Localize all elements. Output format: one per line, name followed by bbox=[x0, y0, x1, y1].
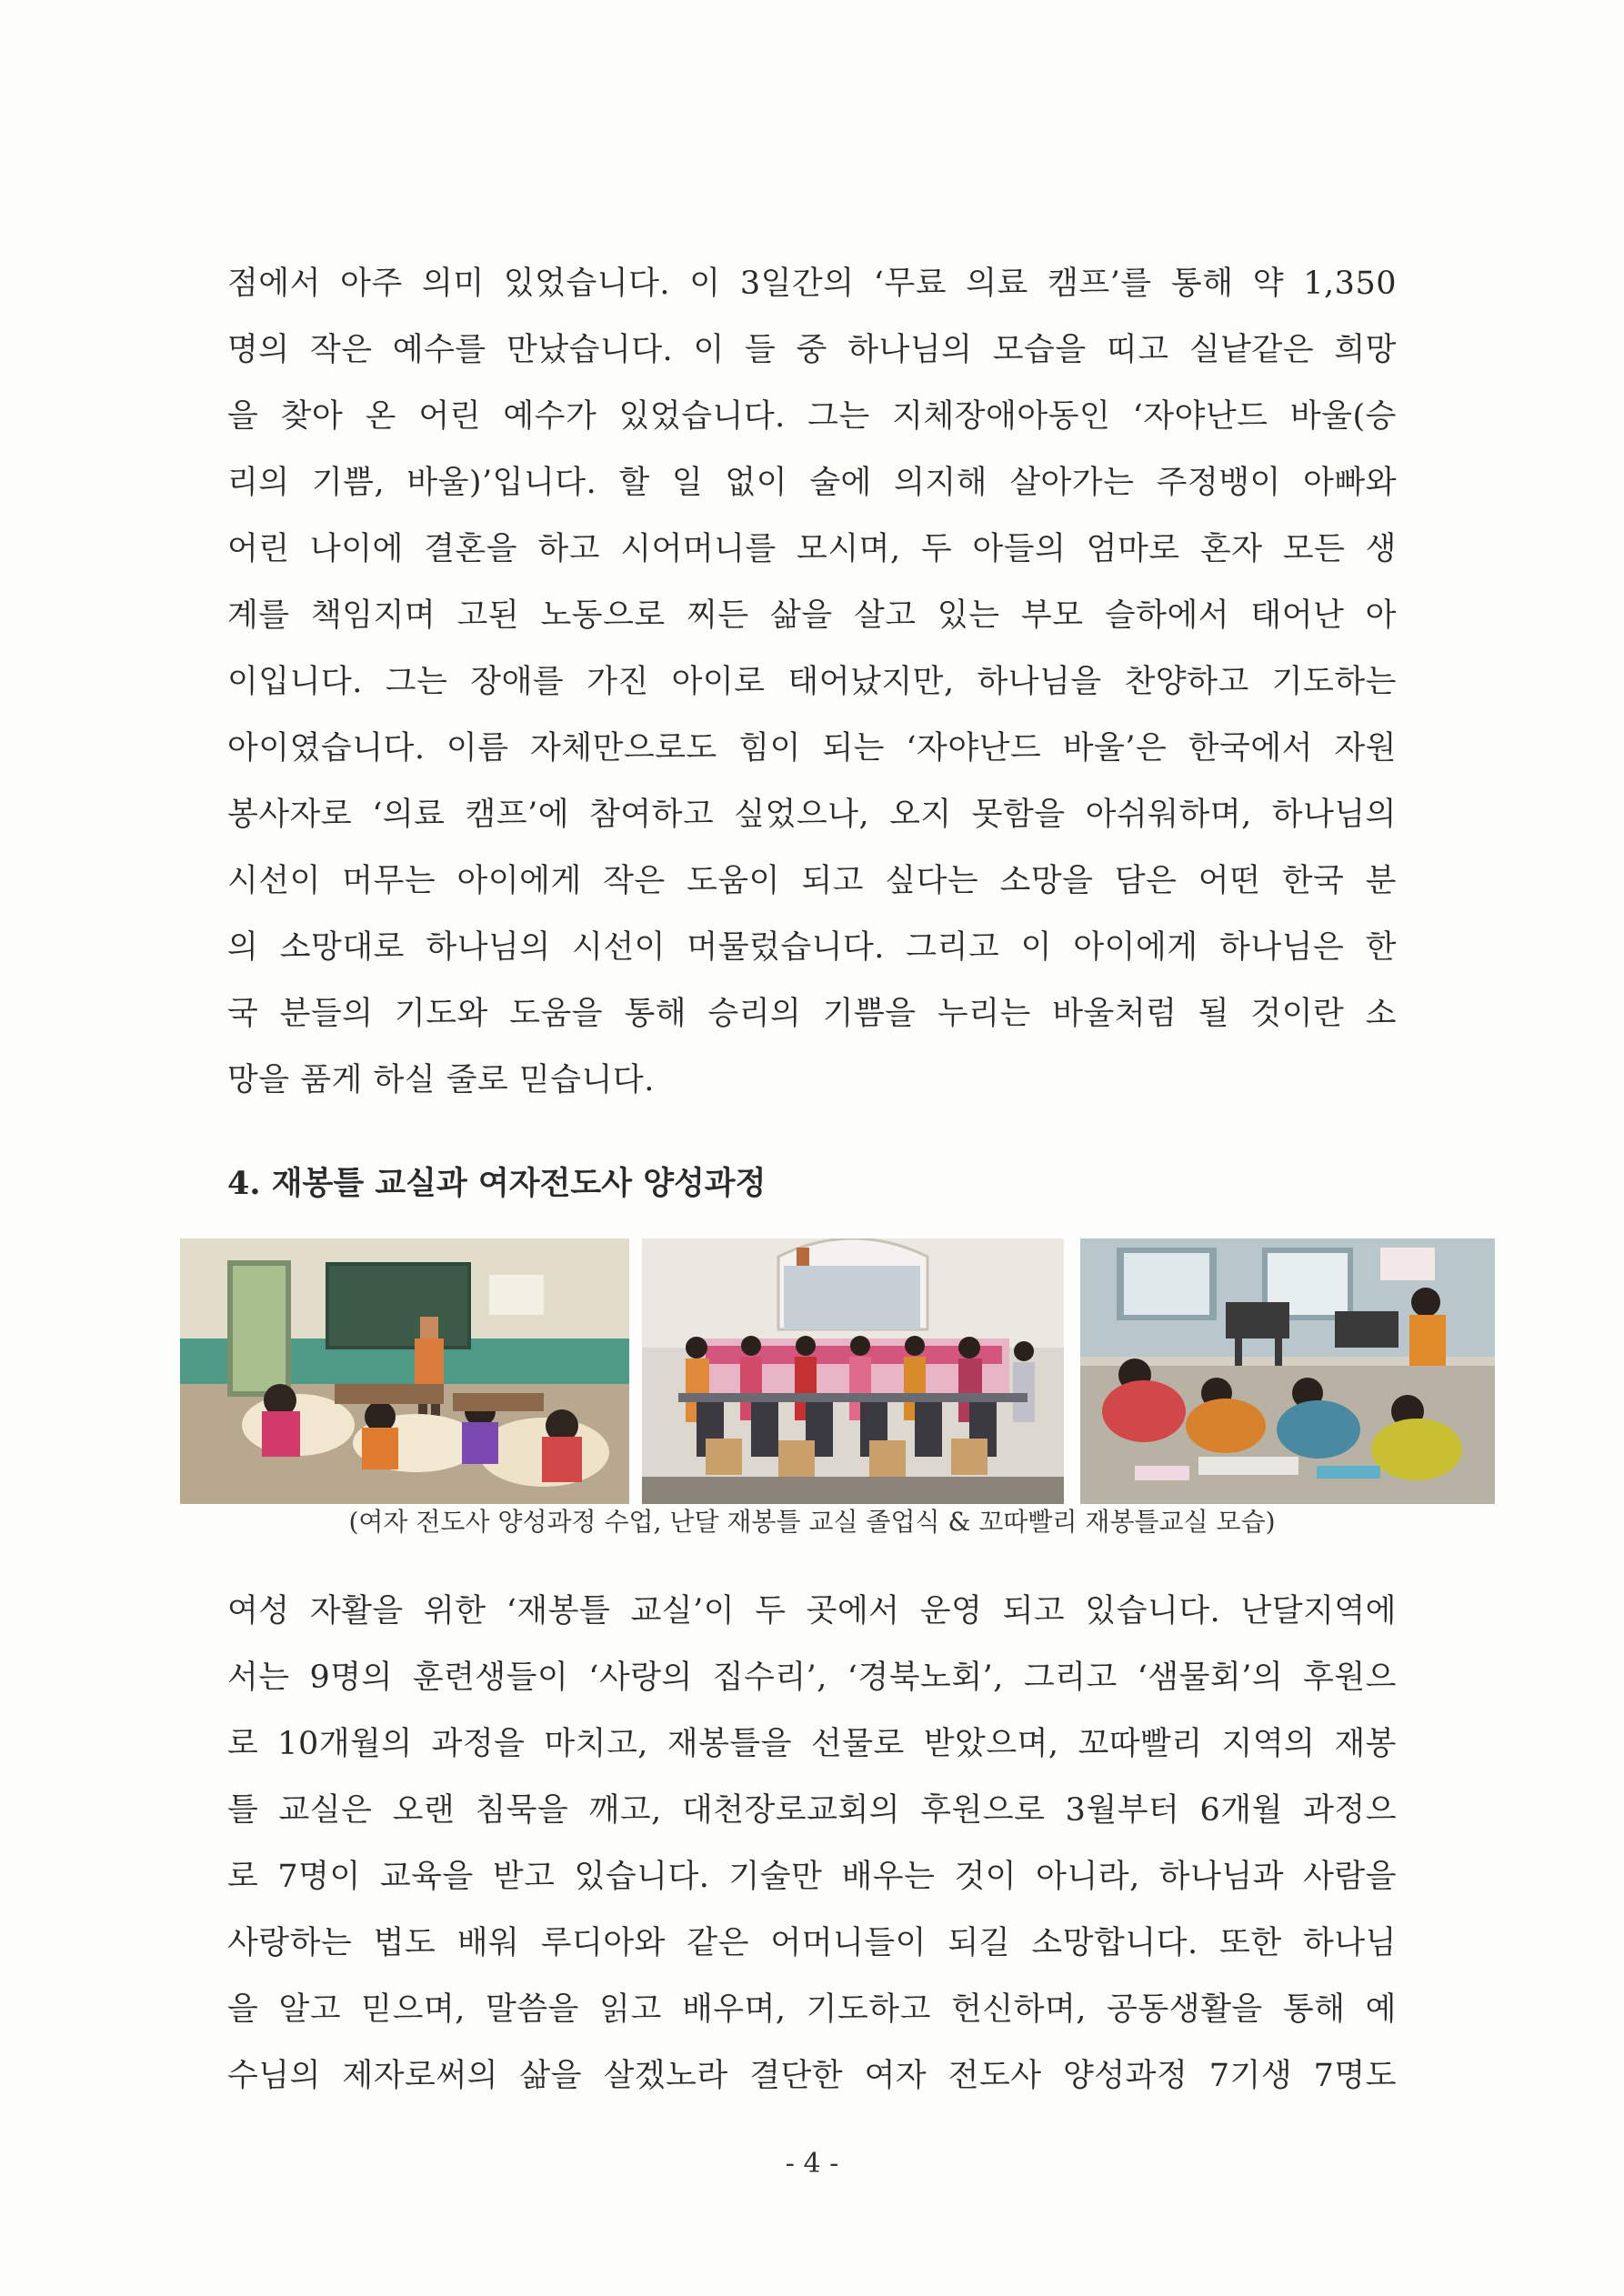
classroom-photo bbox=[180, 1238, 629, 1504]
sewing-class-photo bbox=[1080, 1238, 1495, 1504]
text-line: 봉사자로 ‘의료 캠프’에 참여하고 싶었으나, 오지 못함을 아쉬워하며, 하나님의 bbox=[227, 797, 1397, 833]
text-line: 어린 나이에 결혼을 하고 시어머니를 모시며, 두 아들의 엄마로 혼자 모든 생 bbox=[227, 531, 1397, 567]
text-line: 서는 9명의 훈련생들이 ‘사랑의 집수리’, ‘경북노회’, 그리고 ‘샘물회’의 후원으 bbox=[227, 1659, 1397, 1696]
text-line: 여성 자활을 위한 ‘재봉틀 교실’이 두 곳에서 운영 되고 있습니다. 난달지역에 bbox=[227, 1593, 1397, 1629]
text-line: 의 소망대로 하나님의 시선이 머물렀습니다. 그리고 이 아이에게 하나님은 한 bbox=[227, 929, 1397, 966]
text-line: 사랑하는 법도 배워 루디아와 같은 어머니들이 되길 소망합니다. 또한 하나님 bbox=[227, 1925, 1397, 1961]
graduation-photo bbox=[642, 1238, 1064, 1504]
photo-strip bbox=[180, 1238, 1495, 1504]
page-number: - 4 - bbox=[785, 2148, 839, 2180]
text-line: 로 7명이 교육을 받고 있습니다. 기술만 배우는 것이 아니라, 하나님과 사람을 bbox=[227, 1859, 1397, 1895]
text-line: 수님의 제자로써의 삶을 살겠노라 결단한 여자 전도사 양성과정 7기생 7명도 bbox=[227, 2058, 1397, 2094]
text-line: 을 찾아 온 어린 예수가 있었습니다. 그는 지체장애아동인 ‘자야난드 바울(승 bbox=[227, 398, 1397, 435]
text-line: 계를 책임지며 고된 노동으로 찌든 삶을 살고 있는 부모 슬하에서 태어난 아 bbox=[227, 597, 1397, 634]
text-line: 을 알고 믿으며, 말씀을 읽고 배우며, 기도하고 헌신하며, 공동생활을 통해 예 bbox=[227, 1991, 1397, 2028]
body-paragraph-2 bbox=[227, 1579, 1397, 2110]
text-line: 틀 교실은 오랜 침묵을 깨고, 대천장로교회의 후원으로 3월부터 6개월 과정으 bbox=[227, 1792, 1398, 1829]
text-line: 아이였습니다. 이름 자체만으로도 힘이 되는 ‘자야난드 바울’은 한국에서 자원 bbox=[227, 730, 1397, 767]
text-line: 로 10개월의 과정을 마치고, 재봉틀을 선물로 받았으며, 꼬따빨리 지역의 재봉 bbox=[227, 1726, 1397, 1762]
text-line: 이입니다. 그는 장애를 가진 아이로 태어났지만, 하나님을 찬양하고 기도하는 bbox=[227, 664, 1397, 700]
text-line: 리의 기쁨, 바울)’입니다. 할 일 없이 술에 의지해 살아가는 주정뱅이 아빠와 bbox=[227, 465, 1397, 501]
section-heading: 4. 재봉틀 교실과 여자전도사 양성과정 bbox=[227, 1165, 767, 1202]
text-line: 망을 품게 하실 줄로 믿습니다. bbox=[227, 1062, 655, 1098]
photo-caption: (여자 전도사 양성과정 수업, 난달 재봉틀 교실 졸업식 & 꼬따빨리 재봉틀교실 모습) bbox=[348, 1507, 1276, 1537]
body-paragraph-1 bbox=[227, 251, 1397, 1114]
text-line: 명의 작은 예수를 만났습니다. 이 들 중 하나님의 모습을 띠고 실낱같은 희망 bbox=[227, 332, 1397, 368]
text-line: 시선이 머무는 아이에게 작은 도움이 되고 싶다는 소망을 담은 어떤 한국 분 bbox=[227, 863, 1397, 899]
text-line: 국 분들의 기도와 도움을 통해 승리의 기쁨을 누리는 바울처럼 될 것이란 소 bbox=[227, 996, 1397, 1032]
text-line: 점에서 아주 의미 있었습니다. 이 3일간의 ‘무료 의료 캠프’를 통해 약 1,350 bbox=[227, 266, 1397, 302]
